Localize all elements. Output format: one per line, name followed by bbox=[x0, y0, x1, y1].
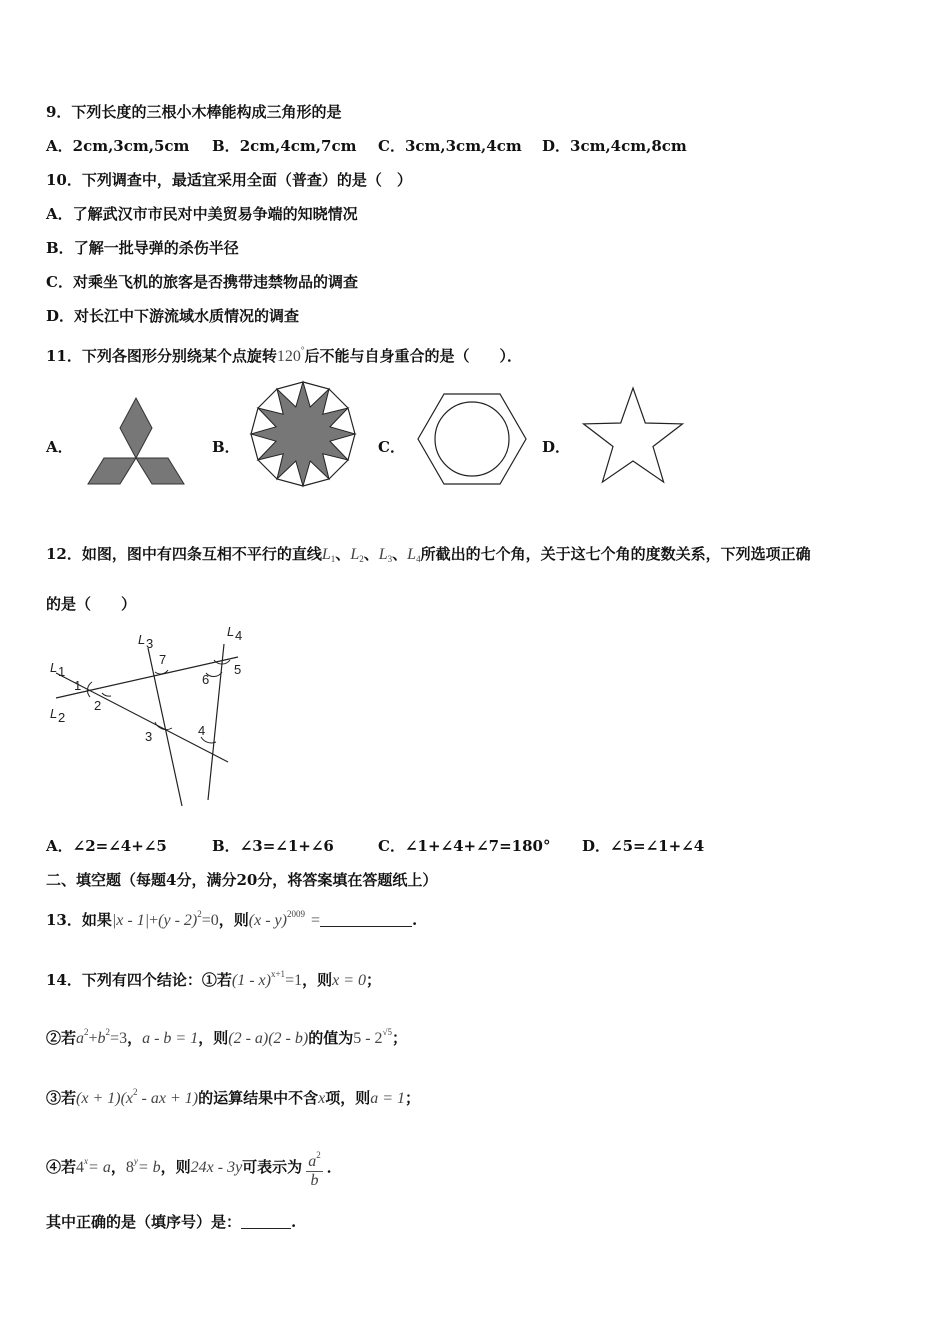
q12-option-c: C．∠1+∠4+∠7=180° bbox=[378, 837, 551, 855]
q12-option-b: B．∠3=∠1+∠6 bbox=[212, 837, 334, 855]
q10-stem: 10．下列调查中，最适宜采用全面（普查）的是（ ） bbox=[46, 171, 412, 189]
q9-option-a: A．2cm,3cm,5cm bbox=[46, 137, 190, 155]
angle-7: 7 bbox=[159, 652, 167, 667]
angle-1: 1 bbox=[74, 678, 82, 693]
angle-4: 4 bbox=[198, 723, 206, 738]
q12-option-d: D．∠5=∠1+∠4 bbox=[582, 837, 705, 855]
q14-c4: ④若$4^x= a$，$8^y= b$，则24x - 3y可表示为 $\frac{a^2}{b}$ ． bbox=[46, 1140, 342, 1190]
q9-option-b: B．2cm,4cm,7cm bbox=[212, 137, 357, 155]
label-l2-sub: 2 bbox=[58, 710, 66, 725]
label-l1: L bbox=[50, 660, 58, 675]
three-rhombus-figure bbox=[84, 392, 188, 486]
q10-option-c: C．对乘坐飞机的旅客是否携带违禁物品的调查 bbox=[46, 273, 358, 291]
label-l2: L bbox=[50, 706, 58, 721]
q14-footer: 其中正确的是（填序号）是： . bbox=[46, 1213, 297, 1231]
q9-stem: 9．下列长度的三根小木棒能构成三角形的是 bbox=[46, 103, 342, 121]
q12-stem: 12．如图，图中有四条互相不平行的直线$L_1$、$L_2$、$L_3$、$L_4$所截出的七个角，关于这七个角的度数关系，下列选项正确 bbox=[46, 545, 811, 564]
q14-c2: ②若$a^2+b^2=3$，a - b = 1，则(2 - a)(2 - b)的值为$5 - 2^{√5}$； bbox=[46, 1027, 408, 1047]
five-point-star-figure bbox=[580, 384, 686, 488]
label-l3: L bbox=[138, 632, 146, 647]
q11-label-b: B． bbox=[212, 438, 240, 456]
angle-5: 5 bbox=[234, 662, 242, 677]
label-l1-sub: 1 bbox=[58, 664, 66, 679]
q10-option-a: A．了解武汉市市民对中美贸易争端的知晓情况 bbox=[46, 205, 358, 223]
label-l4: L bbox=[227, 624, 235, 639]
angle-3: 3 bbox=[145, 729, 153, 744]
label-l3-sub: 3 bbox=[146, 636, 154, 651]
q14-c1: 14．下列有四个结论：①若(1 - x)$^{x+1}$=1，则x = 0； bbox=[46, 969, 382, 989]
q9-option-d: D．3cm,4cm,8cm bbox=[542, 137, 687, 155]
q11-label-c: C． bbox=[378, 438, 405, 456]
label-l4-sub: 4 bbox=[235, 628, 243, 643]
q9-option-c: C．3cm,3cm,4cm bbox=[378, 137, 522, 155]
angle-2: 2 bbox=[94, 698, 102, 713]
q11-label-a: A． bbox=[46, 438, 73, 456]
fraction-a2-over-b: $\frac{a^2}{b}$ bbox=[306, 1146, 323, 1190]
q10-option-d: D．对长江中下游流域水质情况的调查 bbox=[46, 307, 300, 325]
q13-answer-blank[interactable] bbox=[320, 912, 412, 927]
q14-c3: ③若$(x + 1)(x^2$ - ax + 1)的运算结果中不含x项，则a = 1； bbox=[46, 1087, 421, 1107]
q13: 13．如果|x - 1|+(y - 2)$^2$=0，则(x - y)$^{2009}$ = . bbox=[46, 909, 418, 929]
twelve-point-star-figure bbox=[249, 380, 357, 488]
line-l2 bbox=[56, 657, 238, 698]
q14-answer-blank[interactable] bbox=[241, 1214, 291, 1229]
q10-option-b: B．了解一批导弹的杀伤半径 bbox=[46, 239, 239, 257]
q12-option-a: A．∠2=∠4+∠5 bbox=[46, 837, 167, 855]
angle-6: 6 bbox=[202, 672, 210, 687]
section-title: 二、填空题（每题4分，满分20分，将答案填在答题纸上） bbox=[46, 871, 438, 889]
q12-stem-cont: 的是（ ） bbox=[46, 595, 137, 613]
q11-stem: 11．下列各图形分别绕某个点旋转120°后不能与自身重合的是（ ）． bbox=[46, 345, 523, 365]
line-l4 bbox=[208, 644, 224, 800]
line-l3 bbox=[148, 648, 182, 806]
hexagon-with-circle-figure bbox=[416, 392, 528, 488]
q11-label-d: D． bbox=[542, 438, 571, 456]
four-lines-figure bbox=[44, 620, 254, 810]
